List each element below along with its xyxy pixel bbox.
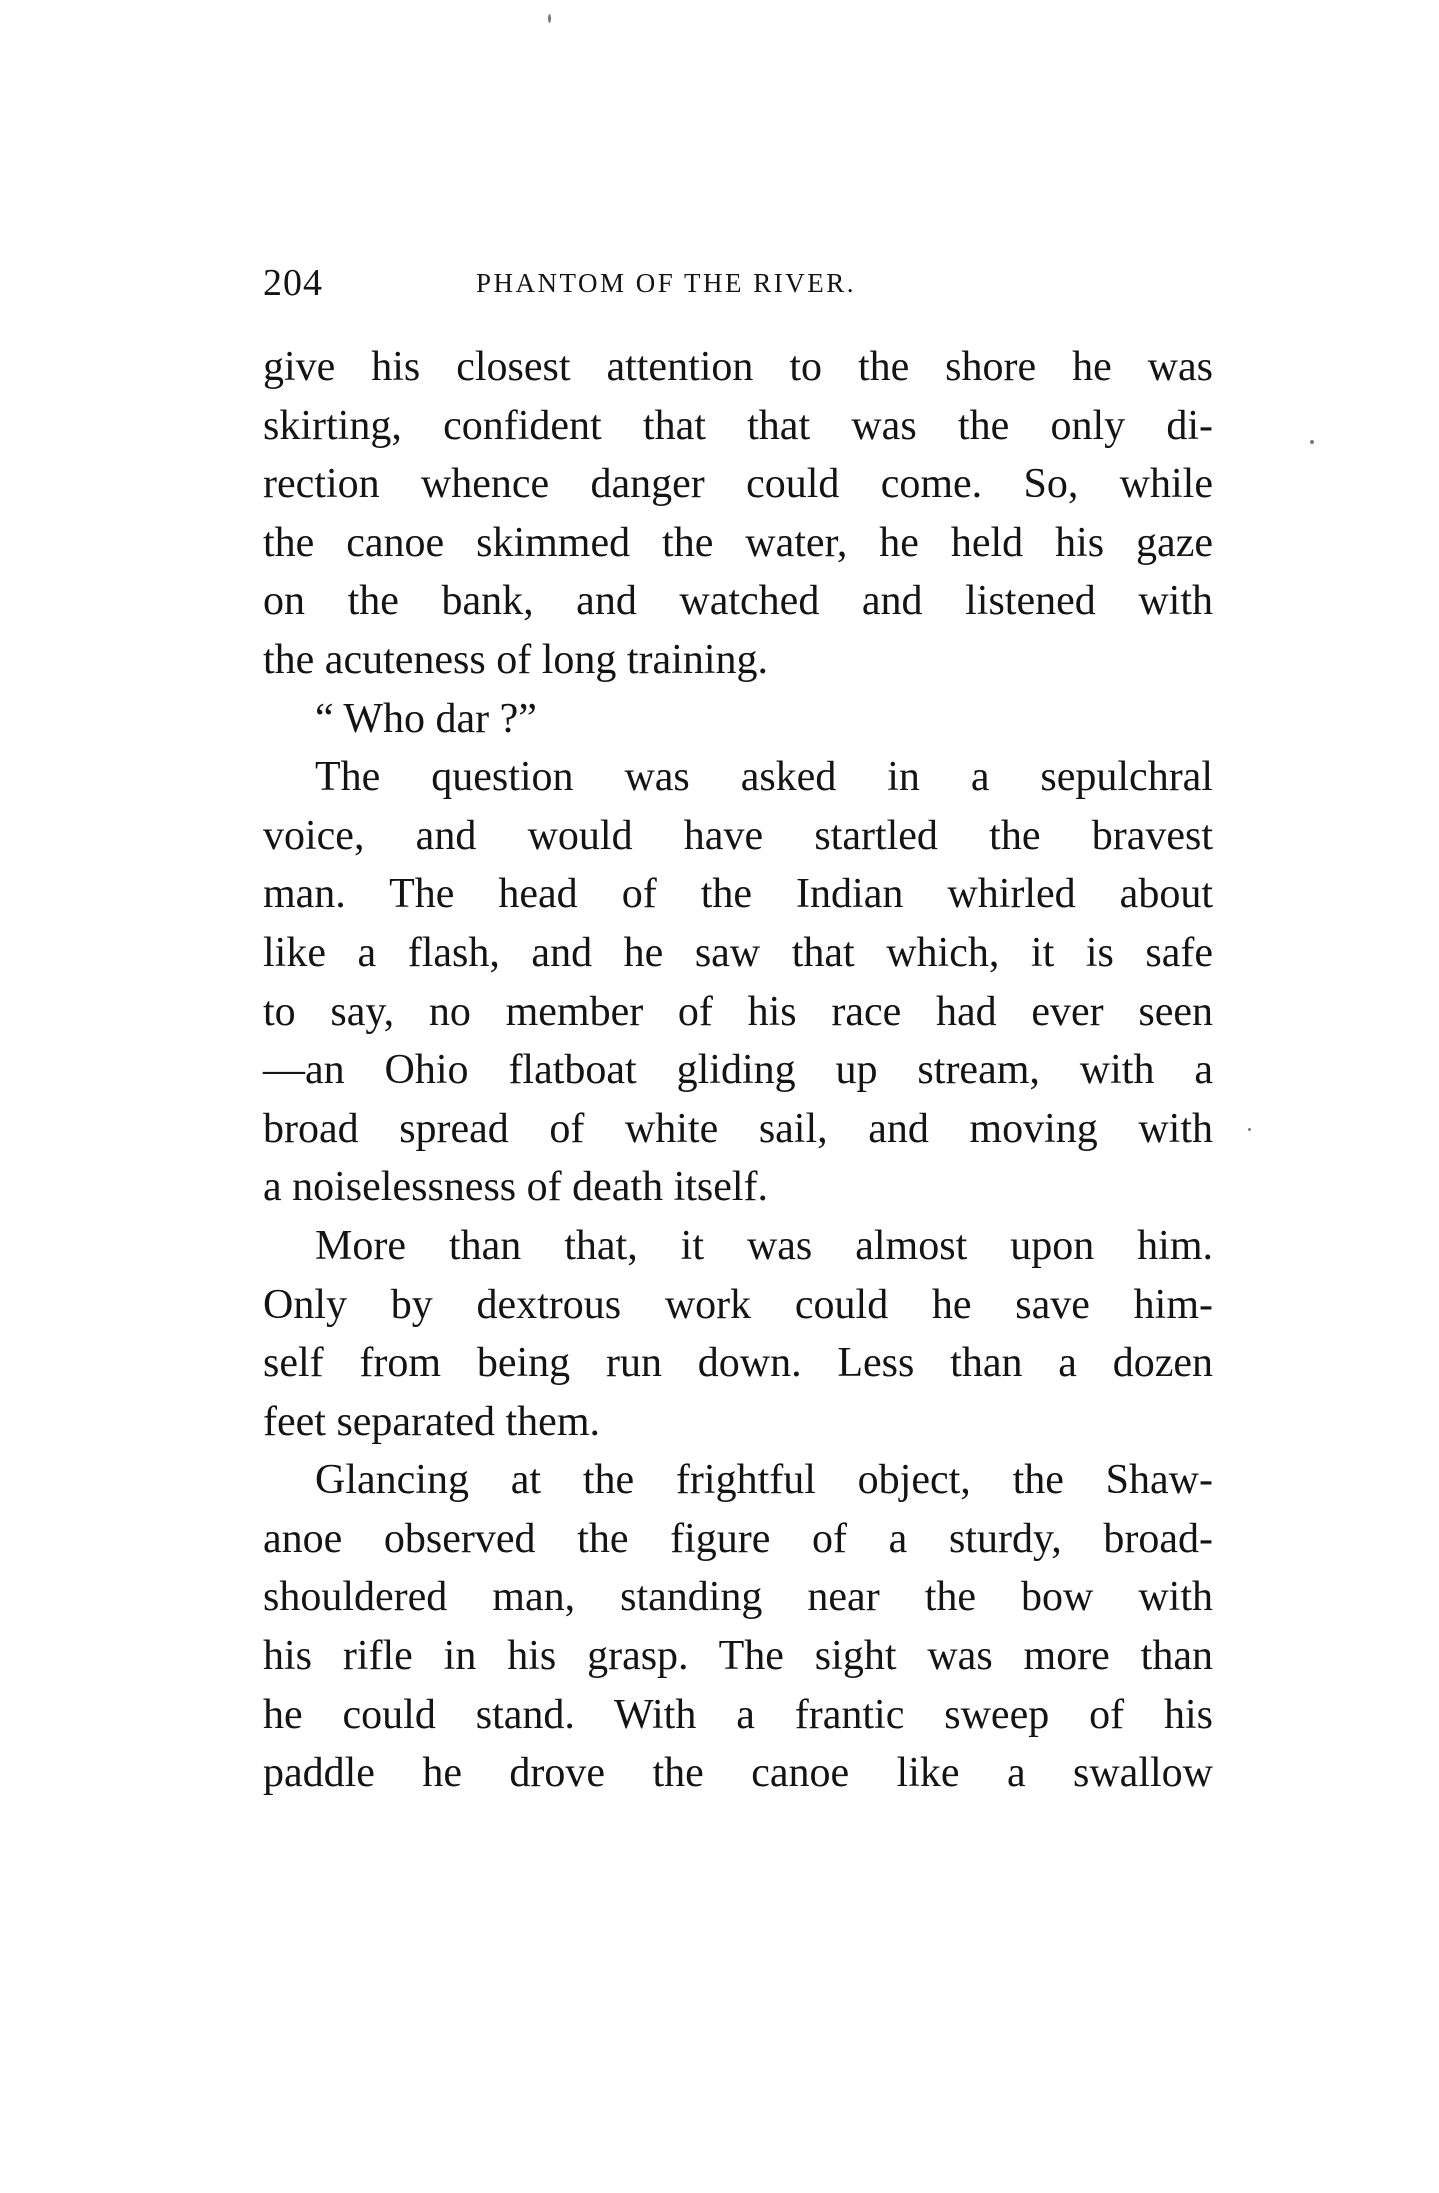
text-line: self from being run down. Less than a dozen bbox=[263, 1340, 1213, 1387]
text-line: —an Ohio flatboat gliding up stream, with a bbox=[263, 1047, 1213, 1094]
text-line: the canoe skimmed the water, he held his gaze bbox=[263, 519, 1213, 566]
text-line: paddle he drove the canoe like a swallow bbox=[263, 1750, 1213, 1797]
page-number: 204 bbox=[263, 262, 323, 304]
text-line: like a flash, and he saw that which, it is safe bbox=[263, 929, 1213, 976]
running-head bbox=[263, 258, 1213, 308]
ink-speck bbox=[548, 14, 551, 23]
text-line: a noiselessness of death itself. bbox=[263, 1164, 769, 1211]
text-line: anoe observed the figure of a sturdy, broad- bbox=[263, 1515, 1213, 1562]
text-line: he could stand. With a frantic sweep of his bbox=[263, 1691, 1213, 1738]
text-line: the acuteness of long training. bbox=[263, 636, 769, 683]
text-line: voice, and would have startled the bravest bbox=[263, 812, 1213, 859]
text-line: “ Who dar ?” bbox=[315, 695, 537, 742]
ink-speck bbox=[1310, 440, 1314, 444]
text-line: man. The head of the Indian whirled about bbox=[263, 871, 1213, 918]
text-line: The question was asked in a sepulchral bbox=[315, 754, 1213, 801]
text-line: feet separated them. bbox=[263, 1398, 600, 1445]
text-line: give his closest attention to the shore he was bbox=[263, 344, 1213, 390]
text-line: shouldered man, standing near the bow with bbox=[263, 1574, 1213, 1621]
ink-speck bbox=[1248, 1128, 1251, 1131]
text-line: his rifle in his grasp. The sight was more than bbox=[263, 1633, 1213, 1680]
text-line: Glancing at the frightful object, the Shaw- bbox=[315, 1457, 1213, 1504]
running-title: PHANTOM OF THE RIVER. bbox=[476, 268, 857, 298]
text-line: More than that, it was almost upon him. bbox=[315, 1222, 1213, 1269]
text-line: to say, no member of his race had ever seen bbox=[263, 988, 1213, 1035]
text-line: Only by dextrous work could he save him- bbox=[263, 1281, 1213, 1328]
text-line: on the bank, and watched and listened with bbox=[263, 578, 1213, 625]
text-line: rection whence danger could come. So, while bbox=[263, 461, 1213, 508]
text-line: broad spread of white sail, and moving with bbox=[263, 1105, 1213, 1152]
body-text bbox=[263, 338, 1213, 1803]
text-line: skirting, confident that that was the only di- bbox=[263, 402, 1213, 449]
